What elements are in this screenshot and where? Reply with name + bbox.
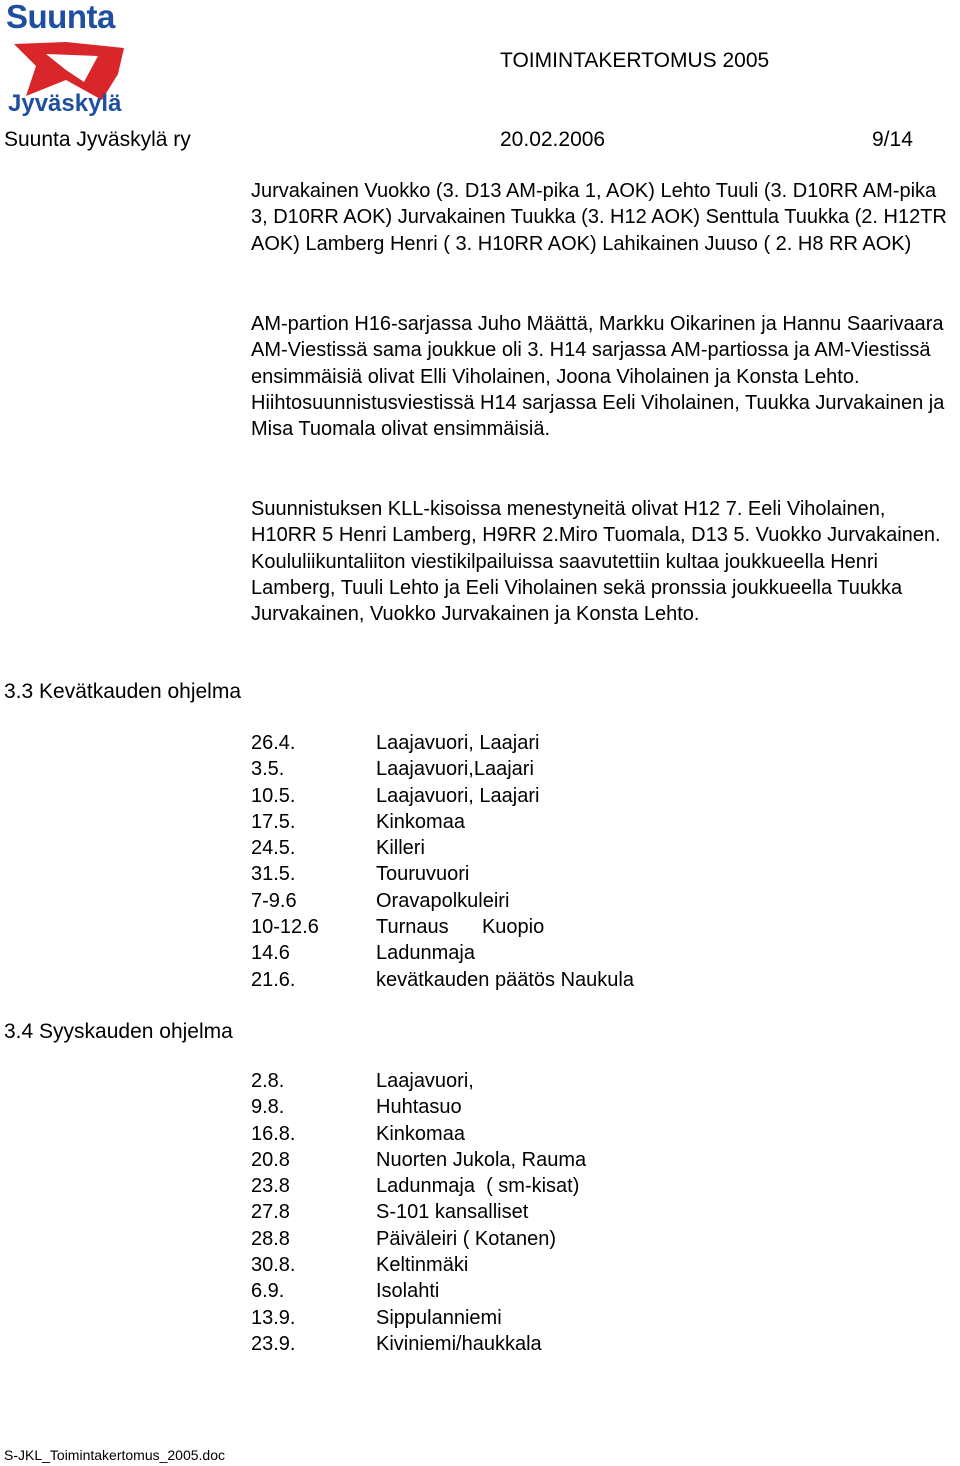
event-date: 27.8 xyxy=(251,1201,290,1224)
schedule-row xyxy=(251,1331,586,1357)
schedule-row xyxy=(251,1147,586,1173)
schedule-row xyxy=(251,730,634,756)
event-place: Ladunmaja ( sm-kisat) xyxy=(376,1175,580,1198)
schedule-row xyxy=(251,1305,586,1331)
event-place: Ladunmaja xyxy=(376,942,475,965)
paragraph-kll-kisat: Suunnistuksen KLL-kisoissa menestyneitä olivat H12 7. Eeli Viholainen, H10RR 5 Henri Lamberg, H9RR 2.Miro Tuomala, D13 5. Vuokko Jurvakainen. Koululiikuntaliiton viestikilpailuissa saavutettiin kultaa joukkueella Henri Lamberg, Tuuli Lehto ja Eeli Viholainen sekä pronssia joukkueella Tuukka Jurvakainen, Vuokko Jurvakainen ja Konsta Lehto. xyxy=(251,498,941,626)
event-place: kevätkauden päätös Naukula xyxy=(376,968,634,991)
autumn-schedule-heading: 3.4 Syyskauden ohjelma xyxy=(4,1020,233,1043)
event-place: Isolahti xyxy=(376,1280,440,1303)
schedule-row xyxy=(251,940,634,966)
organization-name: Suunta Jyväskylä ry xyxy=(4,128,191,151)
event-place: Laajavuori, Laajari xyxy=(376,784,540,807)
event-date: 2.8. xyxy=(251,1070,285,1092)
schedule-row xyxy=(251,1068,586,1094)
paragraph-results: Jurvakainen Vuokko (3. D13 AM-pika 1, AOK) Lehto Tuuli (3. D10RR AM-pika 3, D10RR AOK) Jurvakainen Tuukka (3. H12 AOK) Senttula Tuukka (2. H12TR AOK) Lamberg Henri ( 3. H10RR AOK) Lahikainen Juuso ( 2. H8 RR AOK) xyxy=(251,180,947,255)
event-date: 3.5. xyxy=(251,758,285,781)
document-title: TOIMINTAKERTOMUS 2005 xyxy=(500,49,770,72)
schedule-row xyxy=(251,1094,586,1120)
event-place: Nuorten Jukola, Rauma xyxy=(376,1148,587,1171)
schedule-row xyxy=(251,809,634,835)
event-date: 6.9. xyxy=(251,1280,285,1303)
autumn-schedule xyxy=(251,1068,586,1357)
schedule-row xyxy=(251,1199,586,1225)
event-place: Päiväleiri ( Kotanen) xyxy=(376,1227,557,1250)
event-place: Huhtasuo xyxy=(376,1096,462,1119)
schedule-row xyxy=(251,1278,586,1304)
event-date: 14.6 xyxy=(251,942,290,965)
event-place: Laajavuori,Laajari xyxy=(376,758,534,781)
event-date: 31.5. xyxy=(251,863,296,886)
schedule-row xyxy=(251,756,634,782)
event-date: 13.9. xyxy=(251,1306,296,1329)
event-date: 7-9.6 xyxy=(251,889,297,912)
event-date: 26.4. xyxy=(251,732,296,754)
event-place: Keltinmäki xyxy=(376,1254,469,1277)
schedule-row xyxy=(251,967,634,993)
schedule-row xyxy=(251,888,634,914)
event-place: Oravapolkuleiri xyxy=(376,889,510,912)
schedule-row xyxy=(251,861,634,887)
spring-schedule xyxy=(251,730,634,993)
event-date: 10-12.6 xyxy=(251,916,319,939)
event-date: 28.8 xyxy=(251,1227,290,1250)
page-number: 9/14 xyxy=(872,128,913,151)
paragraph-am-partio: AM-partion H16-sarjassa Juho Määttä, Markku Oikarinen ja Hannu Saarivaara AM-Viestissä sama joukkue oli 3. H14 sarjassa AM-partiossa ja AM-Viestissä ensimmäisiä olivat Elli Viholainen, Joona Viholainen ja Konsta Lehto. Hiihtosuunnistusviestissä H14 sarjassa Eeli Viholainen, Tuukka Jurvakainen ja Misa Tuomala olivat ensimmäisiä. xyxy=(251,313,945,441)
event-place: Killeri xyxy=(376,837,425,860)
event-date: 17.5. xyxy=(251,810,296,833)
schedule-row xyxy=(251,1121,586,1147)
event-place: Laajavuori, Laajari xyxy=(376,732,540,754)
event-place: Laajavuori, xyxy=(376,1070,474,1092)
schedule-row xyxy=(251,1173,586,1199)
spring-schedule-heading: 3.3 Kevätkauden ohjelma xyxy=(4,680,241,703)
event-place: Touruvuori xyxy=(376,863,470,886)
event-date: 23.9. xyxy=(251,1332,296,1355)
event-date: 20.8 xyxy=(251,1148,290,1171)
event-date: 10.5. xyxy=(251,784,296,807)
logo-city: Jyväskylä xyxy=(8,90,122,117)
schedule-row xyxy=(251,783,634,809)
event-date: 30.8. xyxy=(251,1254,296,1277)
schedule-row xyxy=(251,1226,586,1252)
footer-filename: S-JKL_Toimintakertomus_2005.doc xyxy=(4,1447,226,1463)
event-date: 24.5. xyxy=(251,837,296,860)
logo-wordmark: Suunta xyxy=(6,0,115,35)
event-date: 9.8. xyxy=(251,1096,285,1119)
schedule-row xyxy=(251,835,634,861)
event-place: Kiviniemi/haukkala xyxy=(376,1332,542,1355)
event-place: Kinkomaa xyxy=(376,1122,465,1145)
event-date: 21.6. xyxy=(251,968,296,991)
event-place: Kinkomaa xyxy=(376,810,465,833)
document-date: 20.02.2006 xyxy=(500,128,606,151)
event-date: 23.8 xyxy=(251,1175,290,1198)
schedule-row xyxy=(251,914,634,940)
event-place: Turnaus Kuopio xyxy=(376,916,545,939)
event-place: Sippulanniemi xyxy=(376,1306,502,1329)
schedule-row xyxy=(251,1252,586,1278)
event-date: 16.8. xyxy=(251,1122,296,1145)
event-place: S-101 kansalliset xyxy=(376,1201,529,1224)
